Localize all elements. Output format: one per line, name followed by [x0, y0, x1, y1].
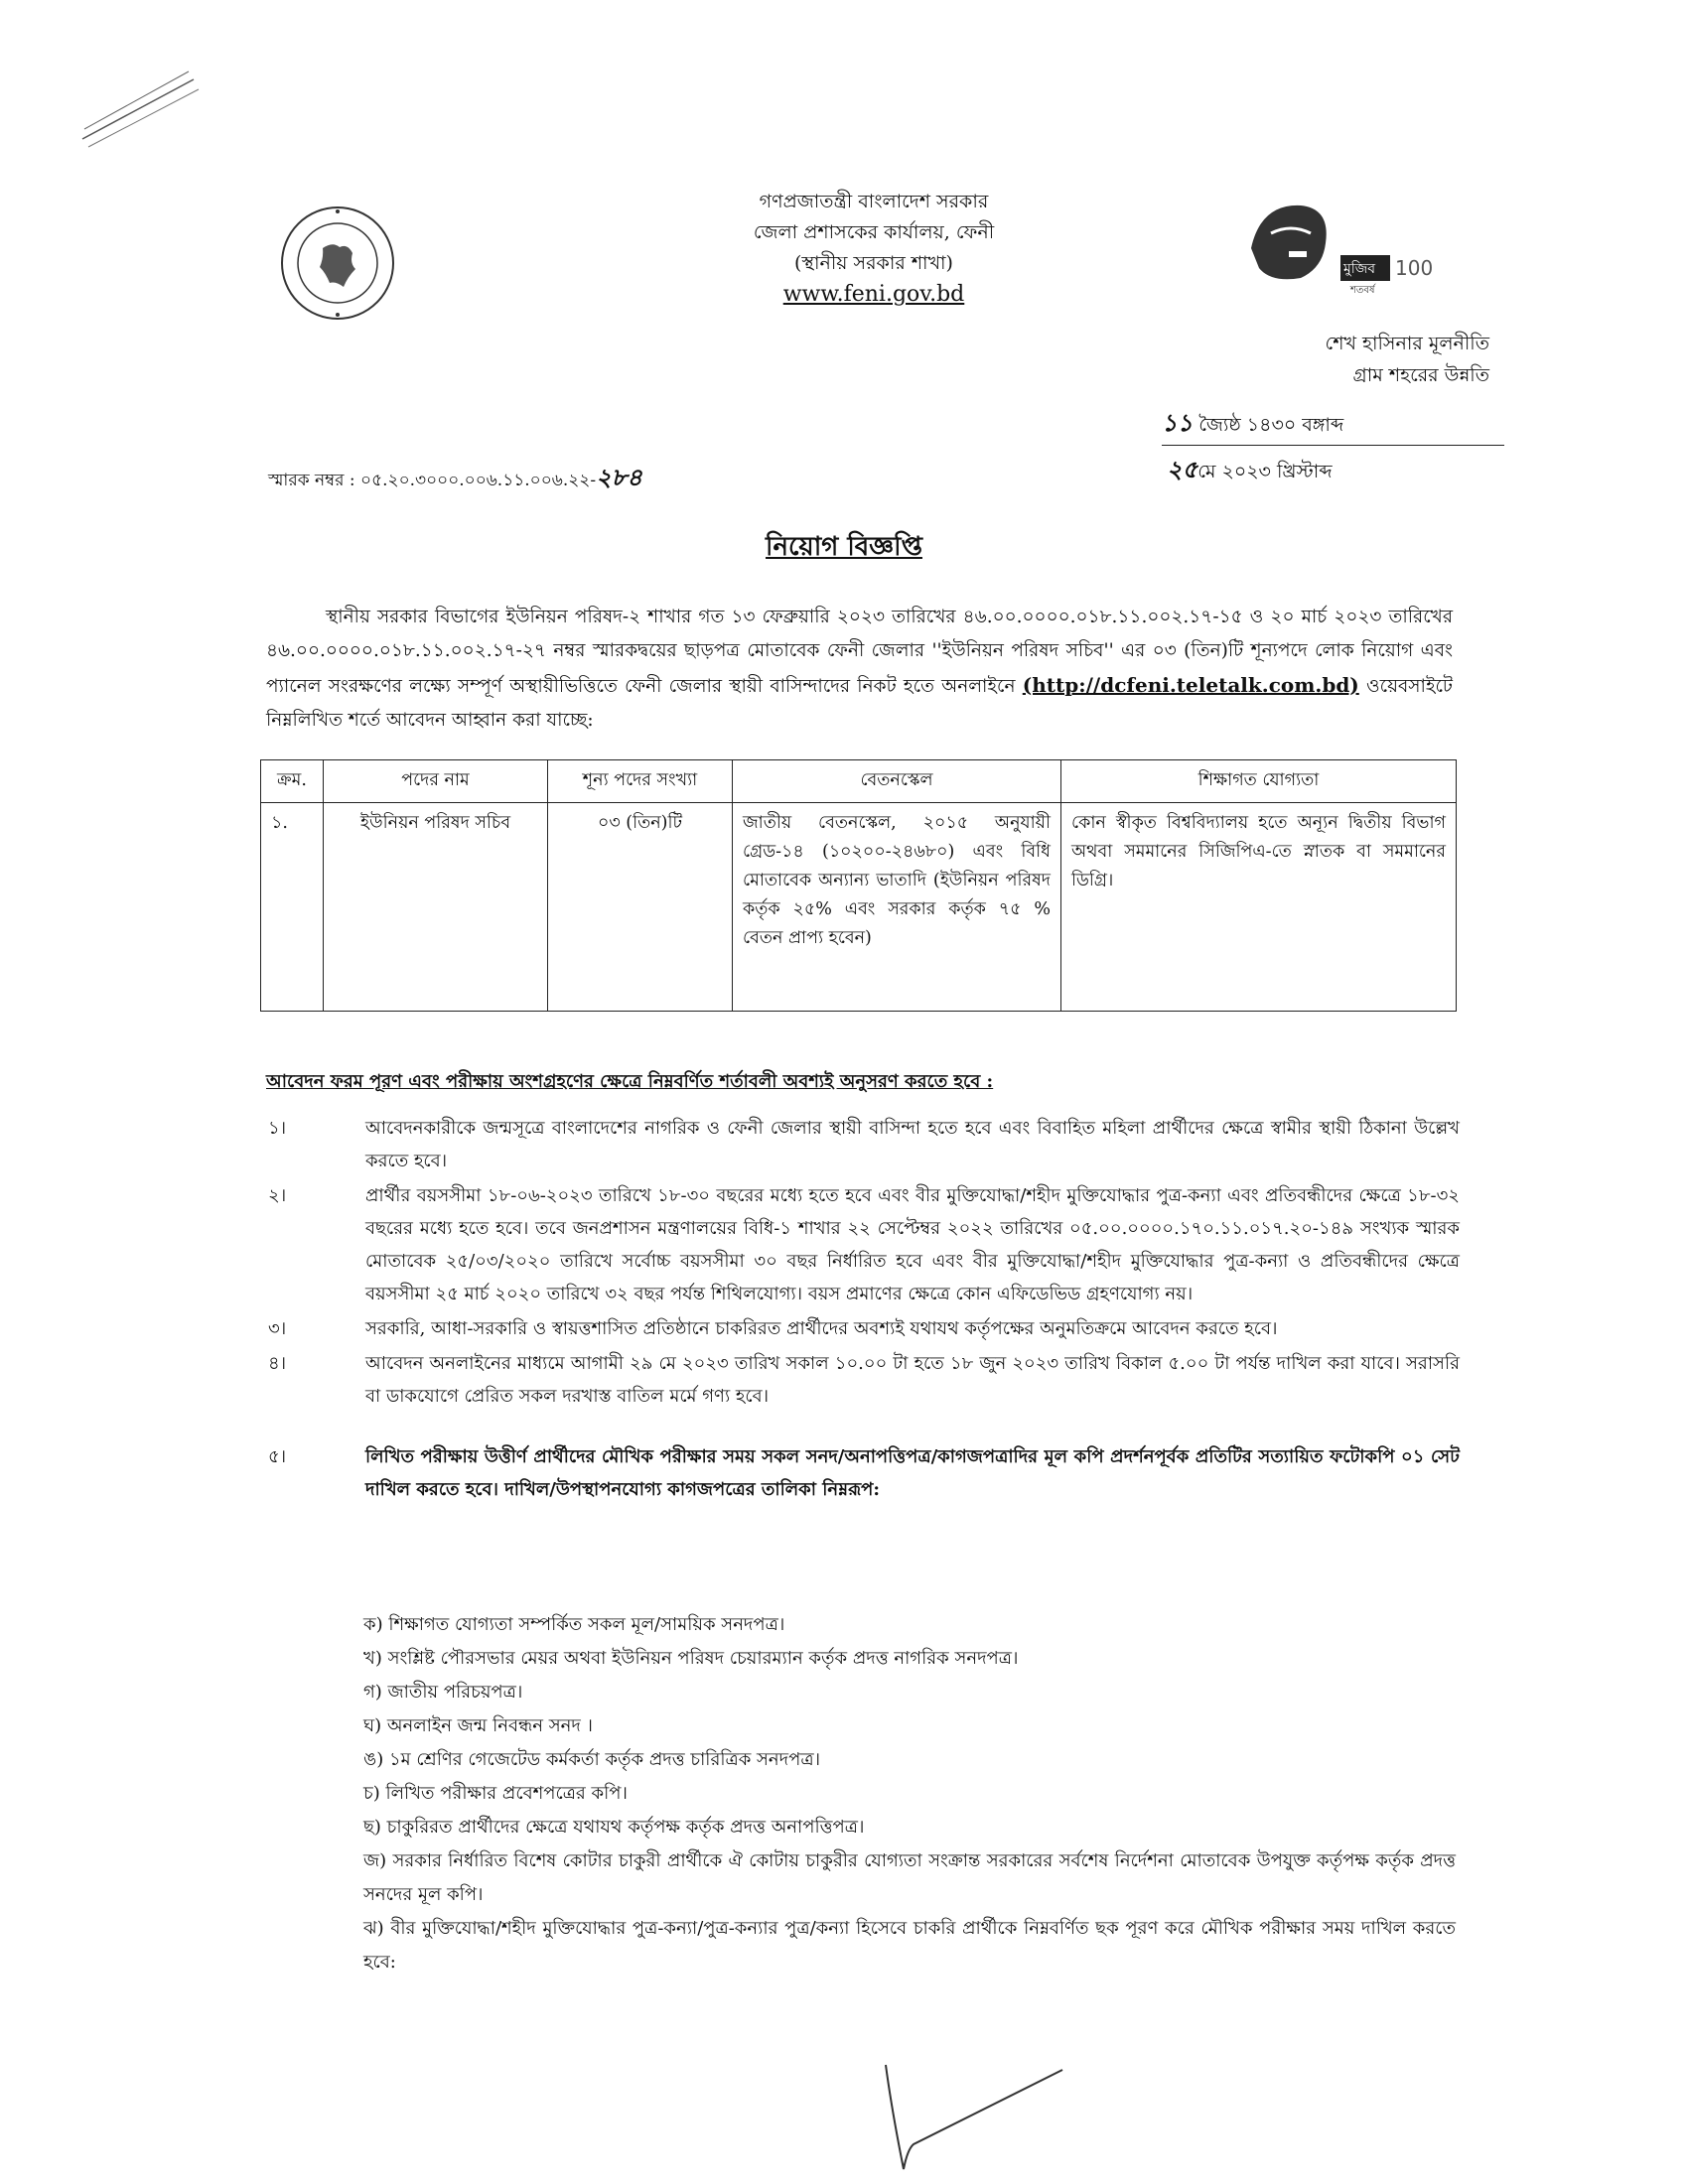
sublist-item: ঘ) অনলাইন জন্ম নিবন্ধন সনদ । [363, 1715, 593, 1736]
item-number: ৪। [268, 1353, 287, 1374]
date-bangla [1162, 405, 1499, 445]
cell-qualification: কোন স্বীকৃত বিশ্ববিদ্যালয় হতে অন্যূন দ্বিতীয় বিভাগ অথবা সমমানের সিজিপিএ-তে স্নাতক বা সমমানের ডিগ্রি। [1061, 803, 1457, 1012]
list-item [268, 1312, 1460, 1345]
slogan-line-1: শেখ হাসিনার মূলনীতি [1325, 333, 1489, 354]
list-item [268, 1440, 1460, 1506]
item-text: সরকারি, আধা-সরকারি ও স্বায়ত্তশাসিত প্রতিষ্ঠানে চাকরিরত প্রার্থীদের অবশ্যই যথাযথ কর্তৃপক্ষের অনুমতিক্রমে আবেদন করতে হবে। [365, 1318, 1278, 1339]
sublist-item: ছ) চাকুরিরত প্রার্থীদের ক্ষেত্রে যথাযথ কর্তৃপক্ষ কর্তৃক প্রদত্ত অনাপত্তিপত্র। [363, 1817, 865, 1838]
sublist-item: ঙ) ১ম শ্রেণির গেজেটেড কর্মকর্তা কর্তৃক প্রদত্ত চারিত্রিক সনদপত্র। [363, 1749, 821, 1770]
memo-number [268, 460, 642, 499]
intro-text-before: স্থানীয় সরকার বিভাগের ইউনিয়ন পরিষদ-২ শাখার গত ১৩ ফেব্রুয়ারি ২০২৩ তারিখের ৪৬.০০.০০০০.০১৮.১১.০০২.১৭-১৫ ও ২০ মার্চ ২০২৩ তারিখের ৪৬.০০.০০০০.০১৮.১১.০০২.১৭-২৭ নম্বর স্মারকদ্বয়ের ছাড়পত্র মোতাবেক ফেনী জেলার ''ইউনিয়ন পরিষদ সচিব'' এর ০৩ (তিন)টি শূন্যপদে লোক নিয়োগ এবং প্যানেল সংরক্ষণের লক্ষ্যে সম্পূর্ণ অস্থায়ীভিত্তিতে ফেনী জেলার স্থায়ী বাসিন্দাদের নিকট হতে অনলাইনে [266, 607, 1453, 697]
item-text: আবেদন অনলাইনের মাধ্যমে আগামী ২৯ মে ২০২৩ তারিখ সকাল ১০.০০ টা হতে ১৮ জুন ২০২৩ তারিখ বিকাল ৫.০০ টা পর্যন্ত দাখিল করা যাবে। সরাসরি বা ডাকযোগে প্রেরিত সকল দরখাস্ত বাতিল মর্মে গণ্য হবে। [365, 1353, 1460, 1407]
item-text: আবেদনকারীকে জন্মসূত্রে বাংলাদেশের নাগরিক ও ফেনী জেলার স্থায়ী বাসিন্দা হতে হবে এবং বিবাহিত মহিলা প্রার্থীদের ক্ষেত্রে স্বামীর স্থায়ী ঠিকানা উল্লেখ করতে হবে। [365, 1118, 1460, 1171]
table-row [261, 803, 1457, 1012]
notice-title-text: নিয়োগ বিজ্ঞপ্তি [766, 532, 922, 562]
office-header [616, 187, 1132, 310]
sublist-item: খ) সংশ্লিষ্ট পৌরসভার মেয়র অথবা ইউনিয়ন পরিষদ চেয়ারম্যান কর্তৃক প্রদত্ত নাগরিক সনদপত্র। [363, 1648, 1019, 1669]
list-item [268, 1179, 1460, 1310]
memo-label: স্মারক নম্বর : ০৫.২০.৩০০০.০০৬.১১.০০৬.২২- [268, 471, 597, 490]
date-english [1167, 452, 1504, 491]
date-divider [1162, 445, 1504, 446]
conditions-list [268, 1112, 1460, 1508]
memo-handwritten-number: ২৮৪ [596, 464, 642, 491]
intro-text-after: ওয়েবসাইটে নিম্নলিখিত শর্তে আবেদন আহ্বান করা যাচ্ছে: [266, 676, 1453, 731]
notice-title [0, 526, 1688, 570]
date-bangla-month-year: জ্যৈষ্ঠ ১৪৩০ বঙ্গাব্দ [1193, 414, 1344, 436]
item-number: ২। [268, 1185, 287, 1206]
date-english-day-handwritten: ২৫ [1167, 456, 1198, 483]
table-header-row [261, 760, 1457, 803]
mujib-centenary-logo [1231, 194, 1440, 303]
application-url-link[interactable]: (http://dcfeni.teletalk.com.bd) [1022, 673, 1359, 697]
item-text: প্রার্থীর বয়সসীমা ১৮-০৬-২০২৩ তারিখে ১৮-৩০ বছরের মধ্যে হতে হবে এবং বীর মুক্তিযোদ্ধা/শহীদ মুক্তিযোদ্ধার পুত্র-কন্যা এবং প্রতিবন্ধীদের ক্ষেত্রে ১৮-৩২ বছরের মধ্যে হতে হবে। তবে জনপ্রশাসন মন্ত্রণালয়ের বিধি-১ শাখার ২২ সেপ্টেম্বর ২০২২ তারিখের ০৫.০০.০০০০.১৭০.১১.০১৭.২০-১৪৯ সংখ্যক স্মারক মোতাবেক ২৫/০৩/২০২০ তারিখে সর্বোচ্চ বয়সসীমা ৩০ বছর নির্ধারিত হবে এবং বীর মুক্তিযোদ্ধা/শহীদ মুক্তিযোদ্ধার পুত্র-কন্যা ও প্রতিবন্ধীদের ক্ষেত্রে বয়সসীমা ২৫ মার্চ ২০২০ তারিখে ৩২ বছর পর্যন্ত শিথিলযোগ্য। বয়স প্রমাণের ক্ষেত্রে কোন এফিডেভিড গ্রহণযোগ্য নয়। [365, 1185, 1460, 1304]
header-pay-scale: বেতনস্কেল [733, 760, 1061, 803]
cell-vacancies: ০৩ (তিন)টি [548, 803, 733, 1012]
item-text: লিখিত পরীক্ষায় উত্তীর্ণ প্রার্থীদের মৌখিক পরীক্ষার সময় সকল সনদ/অনাপত্তিপত্র/কাগজপত্রাদির মূল কপি প্রদর্শনপূর্বক প্রতিটির সত্যায়িত ফটোকপি ০১ সেট দাখিল করতে হবে। দাখিল/উপস্থাপনযোগ্য কাগজপত্রের তালিকা নিম্নরূপ: [365, 1446, 1460, 1500]
item-number: ৩। [268, 1318, 287, 1339]
header-government-line: গণপ্রজাতন্ত্রী বাংলাদেশ সরকার [759, 191, 989, 212]
sublist-item: চ) লিখিত পরীক্ষার প্রবেশপত্রের কপি। [363, 1783, 628, 1804]
header-vacancies: শূন্য পদের সংখ্যা [548, 760, 733, 803]
sublist-item: গ) জাতীয় পরিচয়পত্র। [363, 1682, 523, 1703]
item-number: ৫। [268, 1446, 287, 1467]
intro-paragraph [266, 601, 1453, 738]
header-website-link[interactable]: www.feni.gov.bd [782, 282, 965, 307]
pen-scribble-mark [74, 40, 204, 149]
sublist-item: ক) শিক্ষাগত যোগ্যতা সম্পর্কিত সকল মূল/সাময়িক সনদপত্র। [363, 1614, 785, 1635]
header-post-name: পদের নাম [324, 760, 548, 803]
cell-serial: ১. [261, 803, 324, 1012]
header-office-line: জেলা প্রশাসকের কার্যালয়, ফেনী [753, 221, 995, 243]
handwritten-check-mark [874, 2050, 1072, 2179]
svg-text:মুজিব: মুজিব [1343, 261, 1376, 277]
header-qualification: শিক্ষাগত যোগ্যতা [1061, 760, 1457, 803]
cell-pay-scale: জাতীয় বেতনস্কেল, ২০১৫ অনুযায়ী গ্রেড-১৪ (১০২০০-২৪৬৮০) এবং বিধি মোতাবেক অন্যান্য ভাতাদি (ইউনিয়ন পরিষদ কর্তৃক ২৫% এবং সরকার কর্তৃক ৭৫ % বেতন প্রাপ্য হবেন) [733, 803, 1061, 1012]
slogan-block [1192, 328, 1489, 391]
sublist-item: জ) সরকার নির্ধারিত বিশেষ কোটার চাকুরী প্রার্থীকে ঐ কোটায় চাকুরীর যোগ্যতা সংক্রান্ত সরকারের সর্বশেষ নির্দেশনা মোতাবেক উপযুক্ত কর্তৃপক্ষ কর্তৃক প্রদত্ত সনদের মূল কপি। [363, 1850, 1456, 1905]
sublist-item: ঝ) বীর মুক্তিযোদ্ধা/শহীদ মুক্তিযোদ্ধার পুত্র-কন্যা/পুত্র-কন্যার পুত্র/কন্যা হিসেবে চাকরি প্রার্থীকে নিম্নবর্ণিত ছক পূরণ করে মৌখিক পরীক্ষার সময় দাখিল করতে হবে: [363, 1918, 1456, 1973]
list-item [268, 1112, 1460, 1177]
slogan-line-2: গ্রাম শহরের উন্নতি [1352, 364, 1489, 386]
documents-sublist [363, 1608, 1456, 1979]
vacancy-table [260, 759, 1457, 1012]
date-bangla-day-handwritten: ১১ [1162, 409, 1194, 437]
svg-text:100: 100 [1395, 256, 1434, 280]
list-item [268, 1347, 1460, 1413]
header-serial: ক্রম. [261, 760, 324, 803]
cell-post-name: ইউনিয়ন পরিষদ সচিব [324, 803, 548, 1012]
item-number: ১। [268, 1118, 287, 1139]
conditions-heading: আবেদন ফরম পূরণ এবং পরীক্ষায় অংশগ্রহণের ক্ষেত্রে নিম্নবর্ণিত শর্তাবলী অবশ্যই অনুসরণ করতে হবে : [266, 1071, 994, 1092]
date-english-month-year: মে ২০২৩ খ্রিস্টাব্দ [1197, 461, 1333, 482]
government-seal-logo [278, 204, 397, 323]
header-branch-line: (স্থানীয় সরকার শাখা) [794, 252, 953, 274]
svg-text:শতবর্ষ: শতবর্ষ [1350, 285, 1375, 296]
